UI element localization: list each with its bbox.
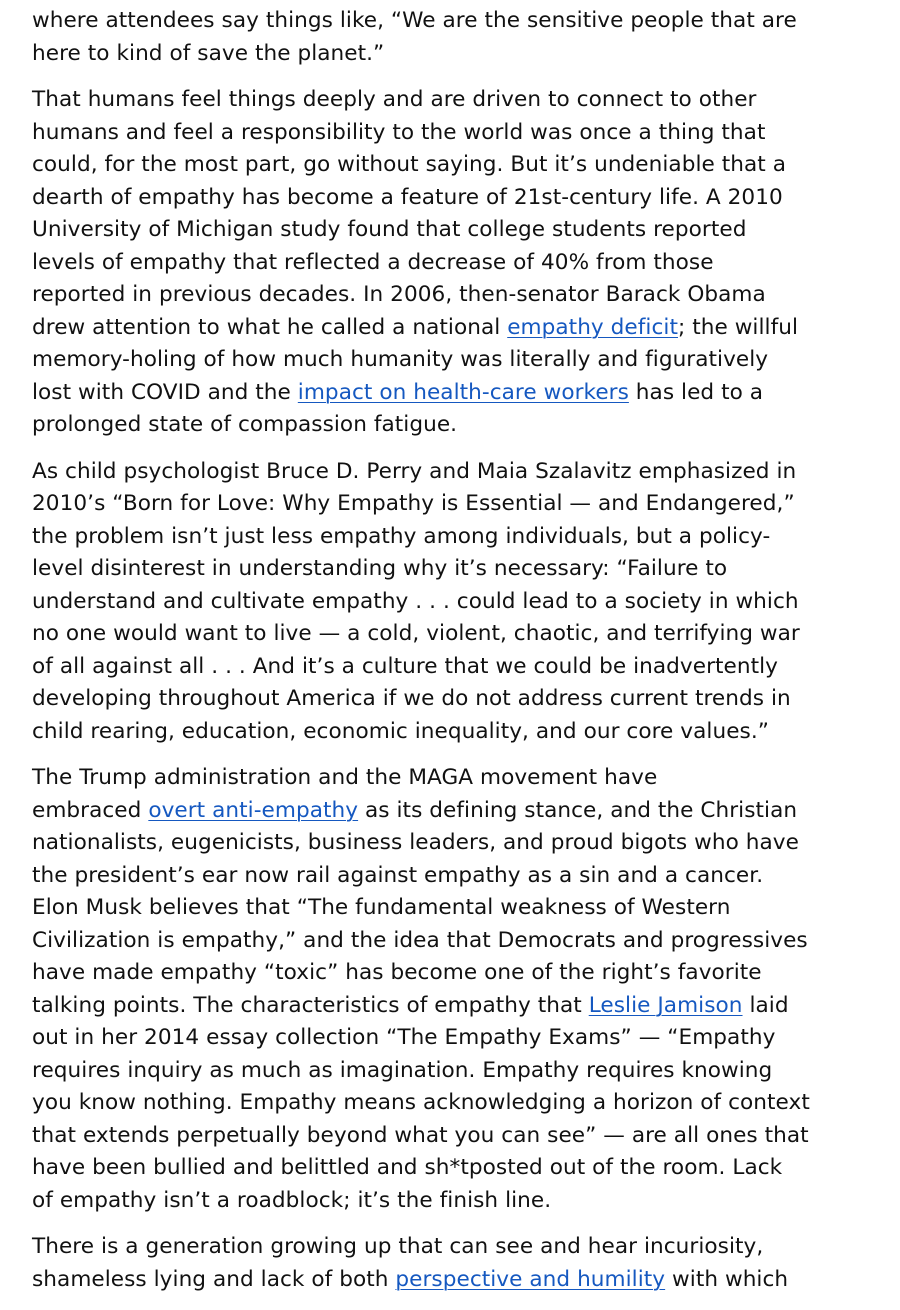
text-segment: embraced	[32, 797, 149, 823]
text-line: here to kind of save the planet.”	[32, 40, 385, 66]
text-line: Civilization is empathy,” and the idea that Democrats and progressives	[32, 927, 808, 953]
text-segment: has led to a	[628, 379, 764, 405]
text-line: That humans feel things deeply and are driven to connect to other	[32, 87, 757, 112]
text-line: of all against all . . . And it’s a culture that we could be inadvertently	[32, 653, 778, 679]
text-segment: talking points. The characteristics of empathy that	[32, 992, 589, 1018]
perspective-and-humility-link[interactable]: perspective and humility	[395, 1266, 666, 1292]
article-body	[32, 5, 868, 1310]
text-line: of empathy isn’t a roadblock; it’s the finish line.	[32, 1187, 552, 1213]
text-line	[32, 1264, 868, 1297]
text-line: the problem isn’t just less empathy among individuals, but a policy-	[32, 523, 771, 549]
paragraph-2	[32, 84, 868, 442]
text-line: humans and feel a responsibility to the world was once a thing that	[32, 119, 766, 145]
text-line: could, for the most part, go without saying. But it’s undeniable that a	[32, 152, 787, 177]
text-line: The Trump administration and the MAGA movement have	[32, 765, 658, 790]
text-line	[32, 990, 868, 1023]
text-line: have made empathy “toxic” has become one of the right’s favorite	[32, 960, 762, 985]
text-line: Elon Musk believes that “The fundamental weakness of Western	[32, 895, 731, 920]
leslie-jamison-link[interactable]: Leslie Jamison	[588, 992, 743, 1018]
text-line: developing throughout America if we do not address current trends in	[32, 686, 791, 711]
text-line: out in her 2014 essay collection “The Empathy Exams” — “Empathy	[32, 1025, 776, 1050]
text-line: understand and cultivate empathy . . . could lead to a society in which	[32, 588, 799, 614]
text-segment: drew attention to what he called a national	[32, 314, 508, 340]
text-line: 2010’s “Born for Love: Why Empathy is Essential — and Endangered,”	[32, 491, 795, 516]
text-line: nationalists, eugenicists, business leaders, and proud bigots who have	[32, 830, 799, 855]
text-line: no one would want to live — a cold, violent, chaotic, and terrifying war	[32, 621, 800, 646]
text-segment: with which	[665, 1266, 789, 1292]
text-line: prolonged state of compassion fatigue.	[32, 412, 458, 437]
text-line: reported in previous decades. In 2006, then-senator Barack Obama	[32, 282, 766, 307]
text-line: levels of empathy that reflected a decrease of 40% from those	[32, 249, 714, 275]
text-line: the president’s ear now rail against empathy as a sin and a cancer.	[32, 862, 764, 888]
text-segment: shameless lying and lack of both	[32, 1266, 396, 1292]
text-line: you know nothing. Empathy means acknowledging a horizon of context	[32, 1090, 810, 1115]
text-segment: lost with COVID and the	[32, 379, 298, 405]
text-line: As child psychologist Bruce D. Perry and Maia Szalavitz emphasized in	[32, 458, 797, 484]
paragraph-1	[32, 5, 868, 70]
text-line: requires inquiry as much as imagination. Empathy requires knowing	[32, 1057, 773, 1083]
text-line: memory-holing of how much humanity was literally and figuratively	[32, 347, 769, 372]
text-line	[32, 377, 868, 410]
paragraph-5	[32, 1231, 868, 1296]
paragraph-3	[32, 456, 868, 749]
text-segment: ; the willful	[677, 314, 799, 340]
paragraph-4	[32, 762, 868, 1217]
text-line	[32, 795, 868, 828]
health-care-workers-link[interactable]: impact on health-care workers	[297, 379, 629, 405]
text-line: child rearing, education, economic inequality, and our core values.”	[32, 718, 769, 744]
text-segment: as its defining stance, and the Christian	[358, 797, 798, 823]
text-line: University of Michigan study found that college students reported	[32, 217, 747, 242]
text-line: There is a generation growing up that can see and hear incuriosity,	[32, 1234, 764, 1259]
text-line: that extends perpetually beyond what you can see” — are all ones that	[32, 1122, 809, 1148]
text-line: level disinterest in understanding why it’s necessary: “Failure to	[32, 556, 728, 581]
text-line: dearth of empathy has become a feature of 21st-century life. A 2010	[32, 184, 783, 210]
empathy-deficit-link[interactable]: empathy deficit	[507, 314, 678, 340]
text-line: have been bullied and belittled and sh*tposted out of the room. Lack	[32, 1155, 783, 1180]
text-segment: laid	[742, 992, 789, 1018]
text-line: where attendees say things like, “We are the sensitive people that are	[32, 8, 797, 33]
overt-anti-empathy-link[interactable]: overt anti-empathy	[148, 797, 359, 823]
text-line	[32, 312, 868, 345]
